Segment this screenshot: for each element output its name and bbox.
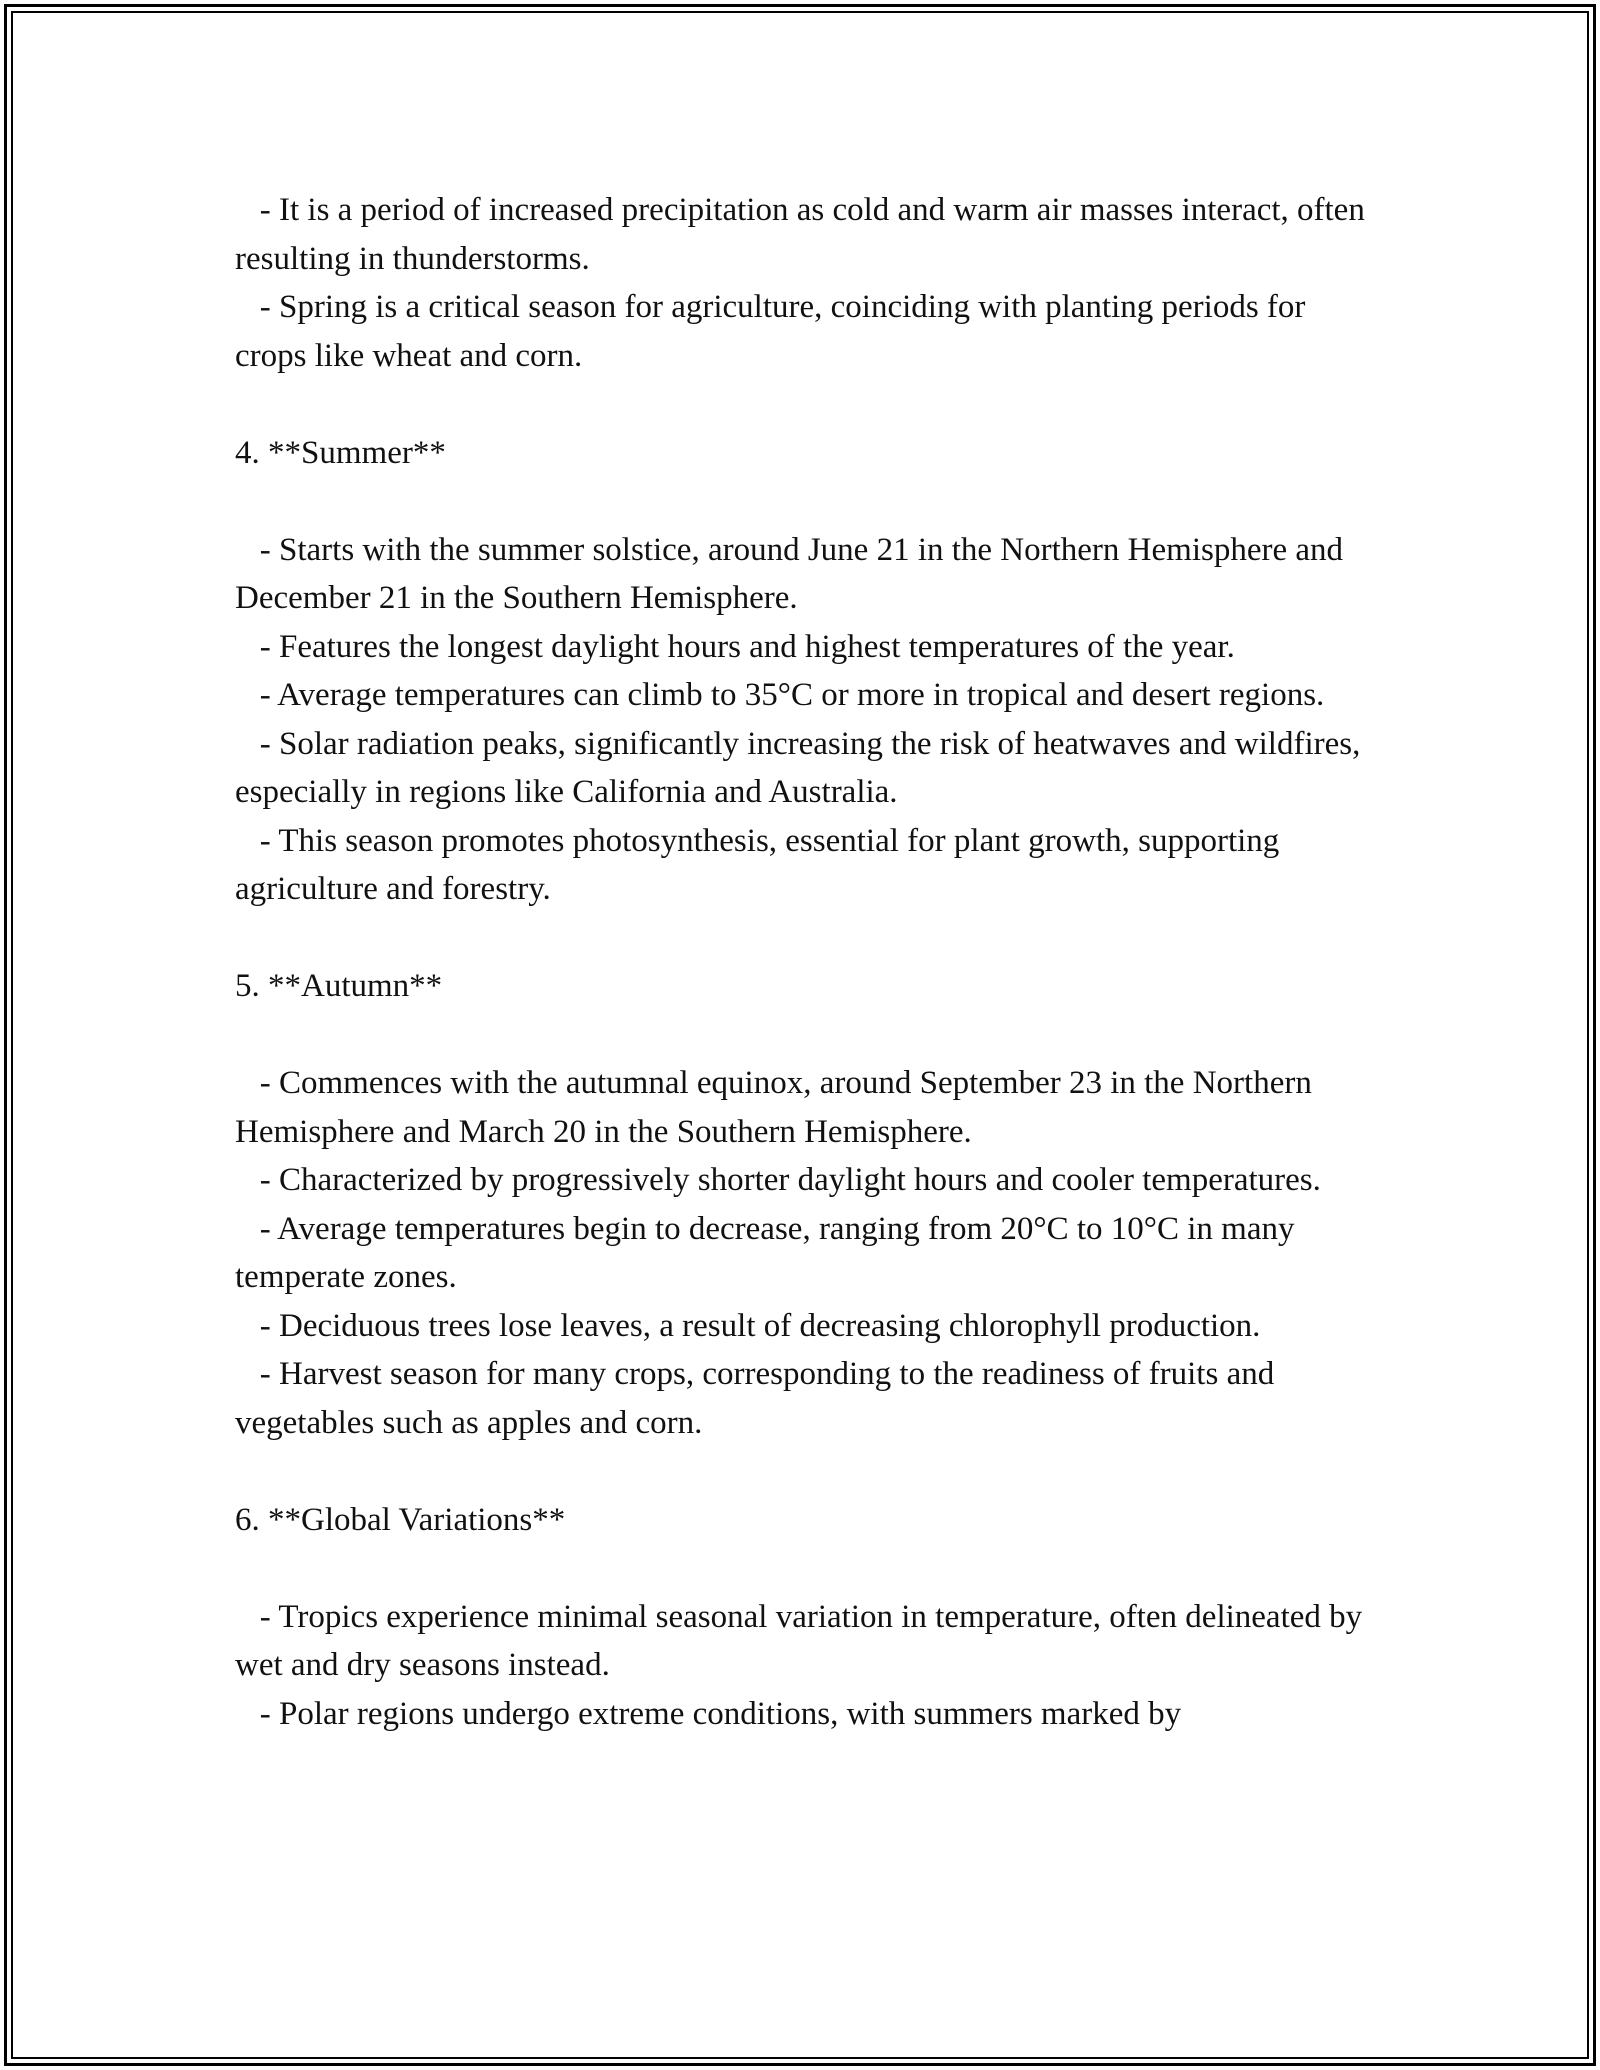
section-heading-autumn: 5. **Autumn** (235, 968, 443, 1004)
blank-line (235, 1011, 1375, 1060)
blank-line (235, 477, 1375, 526)
bullet-autumn-daylight: - Characterized by progressively shorter daylight hours and cooler temperatures. (235, 1162, 1321, 1198)
bullet-summer-solstice: - Starts with the summer solstice, around June 21 in the Northern Hemisphere and December 21 in the Southern Hemisphere. (235, 531, 1352, 616)
bullet-summer-daylight: - Features the longest daylight hours and highest temperatures of the year. (235, 628, 1235, 665)
bullet-summer-temperatures: - Average temperatures can climb to 35°C or more in tropical and desert regions. (235, 677, 1325, 713)
document-body (235, 186, 1375, 1738)
bullet-global-tropics: - Tropics experience minimal seasonal variation in temperature, often delineated by wet and dry seasons instead. (235, 1598, 1371, 1683)
blank-line (235, 1544, 1375, 1593)
section-heading-summer: 4. **Summer** (235, 434, 446, 471)
bullet-autumn-leaves: - Deciduous trees lose leaves, a result of decreasing chlorophyll production. (235, 1307, 1261, 1344)
section-heading-global-variations: 6. **Global Variations** (235, 1501, 566, 1538)
blank-line (235, 1447, 1375, 1496)
bullet-spring-precipitation: - It is a period of increased precipitation as cold and warm air masses interact, often resulting in thunderstorms. (235, 192, 1374, 277)
bullet-global-polar: - Polar regions undergo extreme conditions, with summers marked by (235, 1695, 1182, 1732)
bullet-summer-solar-radiation: - Solar radiation peaks, significantly increasing the risk of heatwaves and wildfires, especially in regions like California and Australia. (235, 725, 1369, 810)
bullet-autumn-equinox: - Commences with the autumnal equinox, around September 23 in the Northern Hemisphere and March 20 in the Southern Hemisphere. (235, 1065, 1321, 1150)
bullet-autumn-temperatures: - Average temperatures begin to decrease, ranging from 20°C to 10°C in many temperate zones. (235, 1210, 1303, 1295)
blank-line (235, 380, 1375, 429)
bullet-autumn-harvest: - Harvest season for many crops, corresponding to the readiness of fruits and vegetables such as apples and corn. (235, 1356, 1283, 1441)
bullet-summer-photosynthesis: - This season promotes photosynthesis, essential for plant growth, supporting agriculture and forestry. (235, 822, 1288, 907)
blank-line (235, 914, 1375, 963)
bullet-spring-agriculture: - Spring is a critical season for agriculture, coinciding with planting periods for crops like wheat and corn. (235, 289, 1314, 374)
